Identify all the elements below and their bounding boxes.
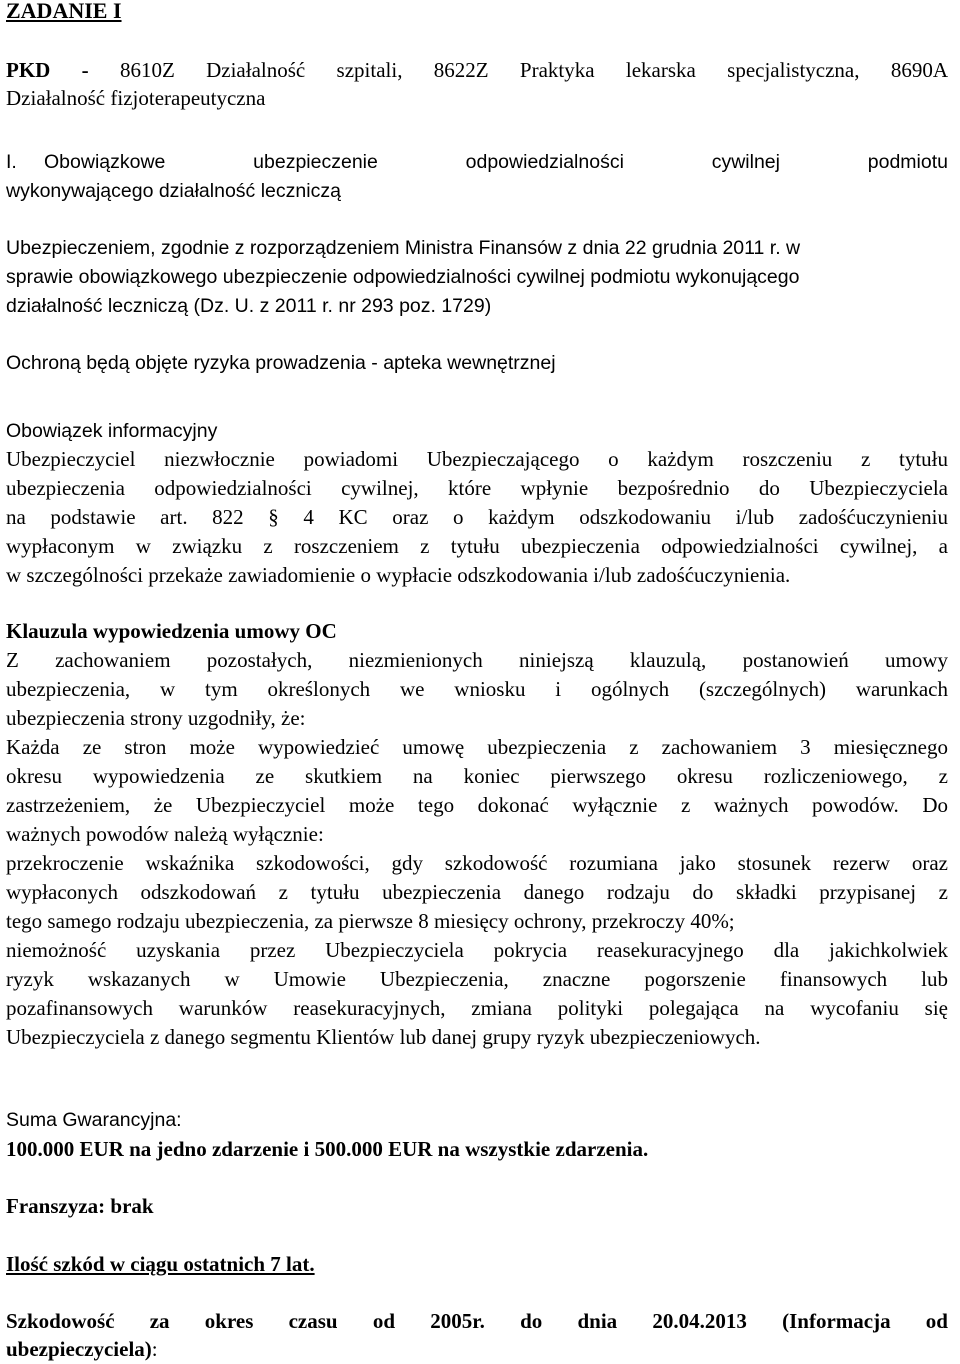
loss-ratio-line-2 [6, 1336, 948, 1362]
termination-line: przekroczenie wskaźnika szkodowości, gdy szkodowość rozumiana jako stosunek rezerw oraz [6, 851, 948, 875]
pkd-line-2: Działalność fizjoterapeutyczna [6, 86, 266, 110]
info-duty-title: Obowiązek informacyjny [6, 420, 218, 442]
regulation-line-3: działalność leczniczą (Dz. U. z 2011 r. nr 293 poz. 1729) [6, 295, 492, 317]
guarantee-label: Suma Gwarancyjna: [6, 1109, 182, 1131]
section-title-line-2: wykonywającego działalność leczniczą [6, 180, 341, 202]
guarantee-value: 100.000 EUR na jedno zdarzenie i 500.000 EUR na wszystkie zdarzenia. [6, 1137, 649, 1161]
deductible-text: Franszyza: brak [6, 1194, 154, 1218]
termination-line: tego samego rodzaju ubezpieczenia, za pierwsze 8 miesięcy ochrony, przekroczy 40%; [6, 909, 735, 933]
loss-ratio-line-1: Szkodowość za okres czasu od 2005r. do dnia 20.04.2013 (Informacja od [6, 1309, 948, 1333]
section-number: I. [6, 151, 17, 173]
termination-line: Z zachowaniem pozostałych, niezmienionych niniejszą klauzulą, postanowień umowy [6, 648, 948, 672]
termination-line: Każda ze stron może wypowiedzieć umowę ubezpieczenia z zachowaniem 3 miesięcznego [6, 735, 948, 759]
termination-line: wypłaconych odszkodowań z tytułu ubezpieczenia danego rodzaju do składki przypisanej z [6, 880, 948, 904]
loss-ratio-source: ubezpieczyciela) [6, 1337, 152, 1361]
page-heading: ZADANIE I [6, 0, 122, 23]
termination-line: Ubezpieczyciela z danego segmentu Klientów lub danej grupy ryzyk ubezpieczeniowych. [6, 1025, 761, 1049]
loss-ratio-colon: : [151, 1337, 158, 1361]
termination-line: zastrzeżeniem, że Ubezpieczyciel może tego dokonać wyłącznie z ważnych powodów. Do [6, 793, 948, 817]
section-title-line-1 [6, 149, 948, 175]
termination-line: okresu wypowiedzenia ze skutkiem na koniec pierwszego okresu rozliczeniowego, z [6, 764, 948, 788]
termination-line: niemożność uzyskania przez Ubezpieczyciela pokrycia reasekuracyjnego dla jakichkolwiek [6, 938, 948, 962]
info-duty-line-4: wypłaconym w związku z roszczeniem z tytułu ubezpieczenia odpowiedzialności cywilnej, a [6, 534, 948, 558]
info-duty-line-1: Ubezpieczyciel niezwłocznie powiadomi Ubezpieczającego o każdym roszczeniu z tytułu [6, 447, 948, 471]
termination-line: ubezpieczenia, w tym określonych we wniosku i ogólnych (szczególnych) warunkach [6, 677, 948, 701]
pkd-line-1 [6, 57, 948, 83]
termination-title: Klauzula wypowiedzenia umowy OC [6, 619, 337, 643]
section-title-text: Obowiązkowe ubezpieczenie odpowiedzialności cywilnej podmiotu [44, 151, 948, 173]
info-duty-line-3: na podstawie art. 822 § 4 KC oraz o każdym odszkodowaniu i/lub zadośćuczynieniu [6, 505, 948, 529]
coverage-text: Ochroną będą objęte ryzyka prowadzenia - apteka wewnętrznej [6, 352, 556, 374]
claims-count-text: Ilość szkód w ciągu ostatnich 7 lat. [6, 1252, 315, 1276]
info-duty-line-2: ubezpieczenia odpowiedzialności cywilnej, które wpłynie bezpośrednio do Ubezpieczyciela [6, 476, 948, 500]
pkd-prefix: PKD - [6, 58, 120, 82]
info-duty-line-5: w szczególności przekaże zawiadomienie o wypłacie odszkodowania i/lub zadośćuczynienia. [6, 563, 791, 587]
termination-line: ryzyk wskazanych w Umowie Ubezpieczenia, znaczne pogorszenie finansowych lub [6, 967, 948, 991]
regulation-line-2: sprawie obowiązkowego ubezpieczenie odpowiedzialności cywilnej podmiotu wykonującego [6, 266, 800, 288]
termination-line: ubezpieczenia strony uzgodniły, że: [6, 706, 306, 730]
pkd-codes-text: 8610Z Działalność szpitali, 8622Z Praktyka lekarska specjalistyczna, 8690A [119, 58, 948, 82]
termination-line: pozafinansowych warunków reasekuracyjnych, zmiana polityki polegająca na wycofaniu się [6, 996, 948, 1020]
termination-line: ważnych powodów należą wyłącznie: [6, 822, 324, 846]
regulation-line-1: Ubezpieczeniem, zgodnie z rozporządzeniem Ministra Finansów z dnia 22 grudnia 2011 r. w [6, 237, 801, 259]
